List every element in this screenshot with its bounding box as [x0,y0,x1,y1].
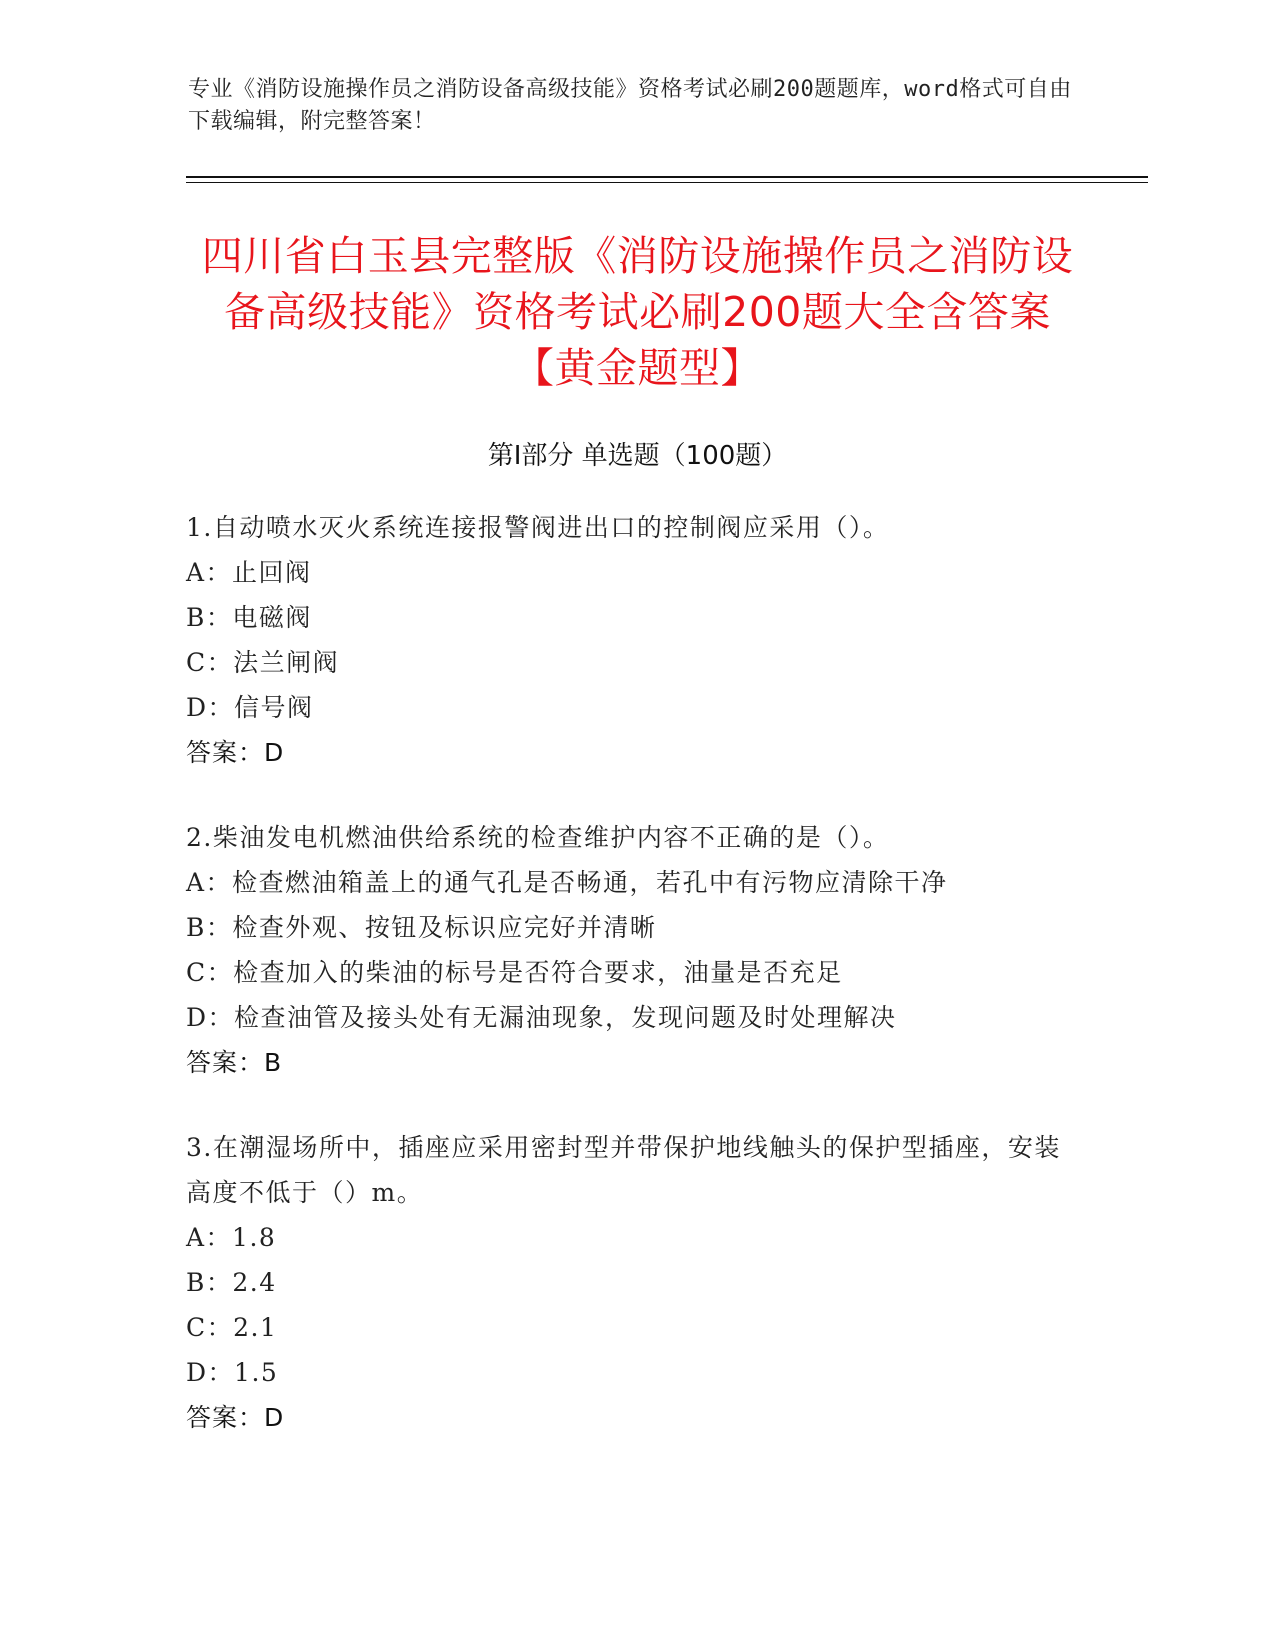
option-b: B：检查外观、按钮及标识应完好并清晰 [186,913,657,942]
header-rule-thick [186,176,1148,178]
option-d: D：信号阀 [186,693,314,722]
document-title: 四川省白玉县完整版《消防设施操作员之消防设备高级技能》资格考试必刷200题大全含答案【黄金题型】 [201,232,1074,392]
question-2 [186,815,1086,1085]
question-stem: 2.柴油发电机燃油供给系统的检查维护内容不正确的是（）。 [186,823,890,852]
option-b: B：2.4 [186,1268,277,1297]
option-d: D：检查油管及接头处有无漏油现象，发现问题及时处理解决 [186,1003,897,1032]
answer: 答案：D [186,1403,285,1432]
question-3 [186,1125,1086,1440]
question-stem: 1.自动喷水灭火系统连接报警阀进出口的控制阀应采用（）。 [186,513,890,542]
option-c: C：法兰闸阀 [186,648,340,677]
option-c: C：2.1 [186,1313,278,1342]
header-note: 专业《消防设施操作员之消防设备高级技能》资格考试必刷200题题库，word格式可自由下载编辑，附完整答案！ [188,77,1072,134]
answer: 答案：B [186,1048,283,1077]
option-a: A：1.8 [186,1223,277,1252]
header-rule-thin [186,182,1148,183]
option-c: C：检查加入的柴油的标号是否符合要求，油量是否充足 [186,958,843,987]
question-stem: 3.在潮湿场所中，插座应采用密封型并带保护地线触头的保护型插座，安装高度不低于（）m。 [186,1133,1061,1207]
option-a: A：检查燃油箱盖上的通气孔是否畅通，若孔中有污物应清除干净 [186,868,948,897]
question-1 [186,505,1086,775]
section-heading: 第Ⅰ部分 单选题（100题） [487,441,788,471]
answer: 答案：D [186,738,285,767]
option-a: A：止回阀 [186,558,312,587]
option-b: B：电磁阀 [186,603,312,632]
option-d: D：1.5 [186,1358,279,1387]
